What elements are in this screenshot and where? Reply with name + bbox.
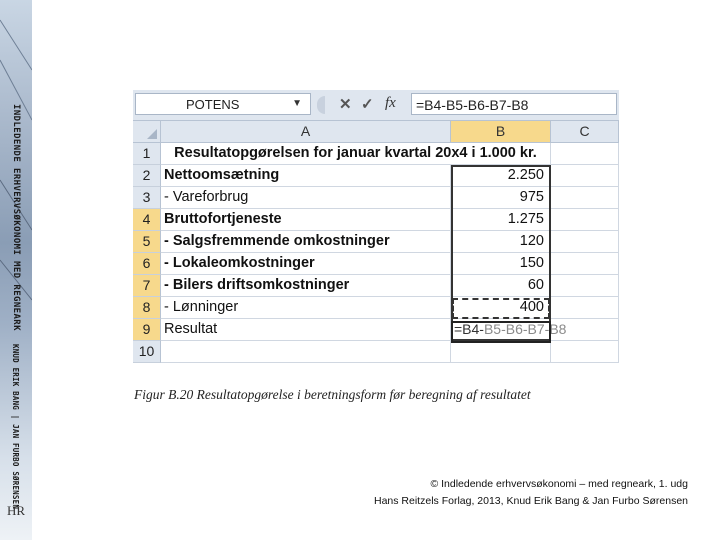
formula-bar-grip[interactable]	[317, 96, 325, 114]
cell-label[interactable]: - Vareforbrug	[161, 187, 451, 209]
cell[interactable]	[551, 231, 619, 253]
cancel-icon[interactable]: ✕	[339, 96, 352, 113]
formula-bar	[133, 90, 619, 121]
cell[interactable]	[551, 275, 619, 297]
row-header[interactable]: 10	[133, 341, 161, 363]
row-header[interactable]: 9	[133, 319, 161, 341]
row-header[interactable]: 2	[133, 165, 161, 187]
spine-authors: KNUD ERIK BANG | JAN FURBO SØRENSEN	[11, 344, 20, 510]
cell-label[interactable]: Resultat	[161, 319, 451, 341]
formula-text: =B4-B5-B6-B7-B8	[416, 97, 529, 113]
cell[interactable]	[551, 319, 619, 341]
spine-title: INDLEDENDE ERHVERVSØKONOMI MED REGNEARK	[11, 104, 21, 331]
cell-result-formula[interactable]	[451, 319, 567, 341]
cell[interactable]	[161, 341, 451, 363]
dropdown-arrow-icon[interactable]: ▼	[292, 98, 302, 109]
insert-function-icon[interactable]: fx	[385, 95, 396, 111]
cell-value[interactable]: 60	[451, 275, 551, 297]
cell-label[interactable]: - Lokaleomkostninger	[161, 253, 451, 275]
cell[interactable]	[451, 341, 551, 363]
cell-label[interactable]: Nettoomsætning	[161, 165, 451, 187]
row-header[interactable]: 8	[133, 297, 161, 319]
formula-part: =B4-	[454, 321, 484, 337]
formula-part: B5-B6-B7-	[483, 321, 550, 337]
cell-label[interactable]: - Salgsfremmende omkostninger	[161, 231, 451, 253]
cell-value[interactable]: 2.250	[451, 165, 551, 187]
cell-label[interactable]: - Lønninger	[161, 297, 451, 319]
cell-a1-title[interactable]: Resultatopgørelsen for januar kvartal 20x4 i 1.000 kr.	[161, 143, 551, 165]
footer-line-2: Hans Reitzels Forlag, 2013, Knud Erik Bang & Jan Furbo Sørensen	[374, 495, 688, 507]
cell-value[interactable]: 150	[451, 253, 551, 275]
cell[interactable]	[551, 187, 619, 209]
cell-value[interactable]: 1.275	[451, 209, 551, 231]
column-header-b[interactable]: B	[451, 121, 551, 143]
cell[interactable]	[551, 143, 619, 165]
book-spine	[0, 0, 32, 540]
row-header[interactable]: 4	[133, 209, 161, 231]
enter-check-icon[interactable]: ✓	[361, 96, 374, 113]
cell-value[interactable]: 400	[451, 297, 551, 319]
cell-value[interactable]: 975	[451, 187, 551, 209]
column-header-c[interactable]: C	[551, 121, 619, 143]
row-header[interactable]: 7	[133, 275, 161, 297]
cell-value[interactable]: 120	[451, 231, 551, 253]
select-all-triangle-icon	[147, 129, 157, 139]
name-box[interactable]	[135, 93, 311, 115]
formula-part: B8	[549, 321, 567, 337]
cell[interactable]	[551, 297, 619, 319]
row-header[interactable]: 1	[133, 143, 161, 165]
cell[interactable]	[551, 253, 619, 275]
column-header-a[interactable]: A	[161, 121, 451, 143]
cell-label[interactable]: Bruttofortjeneste	[161, 209, 451, 231]
formula-input[interactable]	[411, 93, 617, 115]
name-box-value: POTENS	[186, 97, 240, 112]
footer-line-1: © Indledende erhvervsøkonomi – med regneark, 1. udg	[430, 478, 688, 490]
cell[interactable]	[551, 165, 619, 187]
figure-caption: Figur B.20 Resultatopgørelse i beretningsform før beregning af resultatet	[134, 387, 531, 402]
cell[interactable]	[551, 209, 619, 231]
row-header[interactable]: 6	[133, 253, 161, 275]
cell-label[interactable]: - Bilers driftsomkostninger	[161, 275, 451, 297]
excel-screenshot	[133, 90, 619, 367]
copyright-footer	[374, 476, 688, 510]
cell[interactable]	[551, 341, 619, 363]
publisher-logo: HR	[6, 503, 26, 518]
row-header[interactable]: 5	[133, 231, 161, 253]
select-all-corner[interactable]	[133, 121, 161, 143]
row-header[interactable]: 3	[133, 187, 161, 209]
